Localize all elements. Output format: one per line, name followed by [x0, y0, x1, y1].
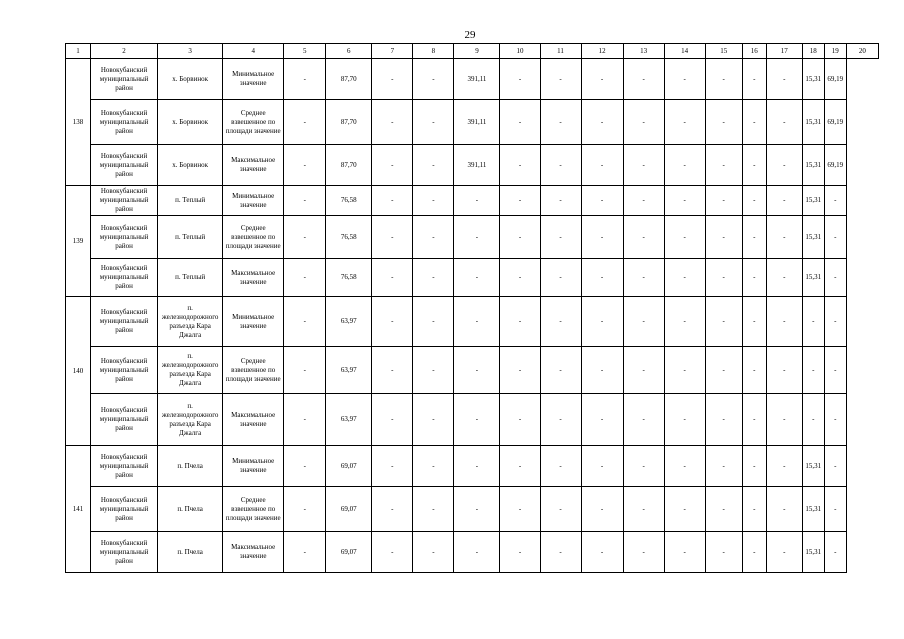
column-header: 15	[705, 44, 742, 59]
table-cell: 87,70	[326, 145, 372, 186]
table-cell: -	[766, 347, 802, 394]
table-cell: -	[372, 186, 413, 216]
column-header: 6	[326, 44, 372, 59]
table-cell: -	[581, 487, 623, 532]
table-cell: -	[766, 446, 802, 487]
table-cell: Новокубанский муниципальный район	[91, 216, 158, 259]
table-cell: -	[664, 145, 705, 186]
table-cell: п. Пчела	[158, 487, 223, 532]
table-cell: -	[742, 347, 766, 394]
table-cell: 15,31	[802, 532, 824, 573]
table-cell: -	[766, 100, 802, 145]
column-header: 1	[66, 44, 91, 59]
table-cell: -	[581, 347, 623, 394]
table-cell: Новокубанский муниципальный район	[91, 259, 158, 297]
table-cell: -	[284, 100, 326, 145]
column-header: 5	[284, 44, 326, 59]
table-cell: Новокубанский муниципальный район	[91, 532, 158, 573]
table-cell: -	[581, 297, 623, 347]
table-cell: -	[284, 59, 326, 100]
table-cell: -	[372, 297, 413, 347]
table-cell: п. Пчела	[158, 446, 223, 487]
table-cell: -	[413, 446, 454, 487]
table-cell: 69,19	[824, 59, 846, 100]
data-table	[65, 43, 879, 573]
table-cell: -	[540, 532, 581, 573]
table-cell: -	[500, 297, 540, 347]
table-cell: -	[540, 100, 581, 145]
table-cell: -	[372, 394, 413, 446]
table-cell: 391,11	[454, 145, 500, 186]
table-cell: -	[454, 347, 500, 394]
table-cell: -	[766, 259, 802, 297]
table-cell: п. железнодорожного разъезда Кара Джалга	[158, 347, 223, 394]
table-cell: Среднее взвешенное по площади значение	[223, 347, 284, 394]
table-cell: Минимальное значение	[223, 59, 284, 100]
table-cell: Среднее взвешенное по площади значение	[223, 100, 284, 145]
table-cell: -	[664, 297, 705, 347]
table-cell: Новокубанский муниципальный район	[91, 347, 158, 394]
table-cell: -	[413, 394, 454, 446]
table-cell: -	[705, 259, 742, 297]
table-cell: -	[623, 532, 664, 573]
column-header: 11	[540, 44, 581, 59]
table-cell: -	[824, 487, 846, 532]
table-cell: -	[540, 59, 581, 100]
table-cell: -	[766, 59, 802, 100]
table-cell: -	[623, 186, 664, 216]
table-row	[66, 446, 879, 487]
table-cell: Новокубанский муниципальный район	[91, 297, 158, 347]
column-header: 4	[223, 44, 284, 59]
table-cell: -	[372, 216, 413, 259]
table-cell: -	[824, 259, 846, 297]
table-cell: -	[742, 186, 766, 216]
table-cell: -	[581, 446, 623, 487]
table-cell: -	[500, 394, 540, 446]
table-cell: п. Теплый	[158, 216, 223, 259]
table-cell: -	[705, 145, 742, 186]
table-cell: -	[664, 216, 705, 259]
table-cell: Новокубанский муниципальный район	[91, 487, 158, 532]
table-cell: -	[540, 347, 581, 394]
table-cell: 15,31	[802, 259, 824, 297]
table-cell: -	[413, 297, 454, 347]
table-cell: -	[824, 297, 846, 347]
table-cell: -	[413, 259, 454, 297]
table-row	[66, 59, 879, 100]
table-row	[66, 394, 879, 446]
table-cell: -	[705, 394, 742, 446]
table-cell: -	[581, 394, 623, 446]
table-cell: -	[500, 446, 540, 487]
table-cell: -	[372, 259, 413, 297]
table-cell: -	[623, 487, 664, 532]
table-cell: -	[664, 487, 705, 532]
table-row	[66, 347, 879, 394]
table-cell: 87,70	[326, 100, 372, 145]
table-cell: -	[284, 216, 326, 259]
table-cell: -	[500, 145, 540, 186]
table-cell: Среднее взвешенное по площади значение	[223, 487, 284, 532]
table-cell: -	[705, 446, 742, 487]
table-row	[66, 145, 879, 186]
table-cell: х. Борвинок	[158, 145, 223, 186]
table-cell: -	[623, 216, 664, 259]
table-cell: 63,97	[326, 347, 372, 394]
table-cell: -	[766, 487, 802, 532]
table-row	[66, 532, 879, 573]
table-cell: х. Борвинок	[158, 59, 223, 100]
table-cell: -	[664, 394, 705, 446]
page-number: 29	[464, 29, 476, 41]
column-header: 7	[372, 44, 413, 59]
table-cell: -	[664, 347, 705, 394]
table-cell: -	[581, 59, 623, 100]
table-cell: -	[705, 186, 742, 216]
table-cell: -	[742, 100, 766, 145]
table-cell: -	[581, 216, 623, 259]
table-cell: -	[742, 145, 766, 186]
row-number: 141	[66, 446, 91, 573]
table-cell: 76,58	[326, 216, 372, 259]
table-cell: -	[413, 347, 454, 394]
table-cell: -	[372, 446, 413, 487]
table-cell: -	[413, 186, 454, 216]
table-cell: 76,58	[326, 259, 372, 297]
column-header: 12	[581, 44, 623, 59]
table-row	[66, 216, 879, 259]
table-cell: -	[705, 100, 742, 145]
table-cell: 15,31	[802, 59, 824, 100]
row-number: 138	[66, 59, 91, 186]
table-cell: -	[454, 394, 500, 446]
column-header: 16	[742, 44, 766, 59]
table-cell: -	[802, 297, 824, 347]
table-cell: -	[500, 532, 540, 573]
table-cell: -	[540, 145, 581, 186]
table-row	[66, 186, 879, 216]
table-cell: -	[540, 297, 581, 347]
table-cell: -	[540, 394, 581, 446]
column-header: 10	[500, 44, 540, 59]
table-cell: -	[454, 446, 500, 487]
table-cell: Новокубанский муниципальный район	[91, 446, 158, 487]
table-cell: -	[500, 100, 540, 145]
table-cell: -	[664, 446, 705, 487]
table-cell: -	[824, 186, 846, 216]
table-cell: -	[454, 297, 500, 347]
table-cell: -	[664, 532, 705, 573]
table-cell: -	[766, 394, 802, 446]
table-cell: -	[372, 532, 413, 573]
table-cell: -	[824, 347, 846, 394]
table-cell: п. Теплый	[158, 259, 223, 297]
table-cell: 63,97	[326, 297, 372, 347]
table-cell: 87,70	[326, 59, 372, 100]
table-row	[66, 297, 879, 347]
table-cell: -	[705, 347, 742, 394]
table-cell: -	[824, 446, 846, 487]
table-cell: 69,07	[326, 532, 372, 573]
column-header: 20	[846, 44, 878, 59]
table-cell: -	[742, 446, 766, 487]
table-cell: -	[540, 487, 581, 532]
table-cell: -	[500, 186, 540, 216]
table-cell: -	[623, 394, 664, 446]
table-cell: Новокубанский муниципальный район	[91, 100, 158, 145]
table-cell: -	[705, 532, 742, 573]
table-cell: -	[284, 487, 326, 532]
table-cell: -	[802, 347, 824, 394]
table-cell: -	[540, 259, 581, 297]
table-cell: -	[742, 259, 766, 297]
table-cell: -	[623, 145, 664, 186]
table-cell: 15,31	[802, 487, 824, 532]
table-cell: -	[766, 145, 802, 186]
table-cell: Минимальное значение	[223, 297, 284, 347]
table-cell: -	[454, 487, 500, 532]
table-cell: -	[623, 100, 664, 145]
table-cell: 76,58	[326, 186, 372, 216]
table-cell: п. Теплый	[158, 186, 223, 216]
table-cell: 15,31	[802, 100, 824, 145]
table-cell: -	[284, 446, 326, 487]
column-header: 9	[454, 44, 500, 59]
table-cell: Новокубанский муниципальный район	[91, 394, 158, 446]
table-cell: -	[623, 297, 664, 347]
table-cell: -	[766, 532, 802, 573]
table-cell: -	[540, 186, 581, 216]
table-cell: -	[413, 532, 454, 573]
table-cell: -	[284, 145, 326, 186]
table-cell: -	[413, 487, 454, 532]
table-cell: 391,11	[454, 59, 500, 100]
table-row	[66, 259, 879, 297]
table-cell: -	[413, 145, 454, 186]
column-header: 17	[766, 44, 802, 59]
column-header: 2	[91, 44, 158, 59]
column-header: 8	[413, 44, 454, 59]
table-cell: -	[824, 394, 846, 446]
table-cell: -	[372, 59, 413, 100]
table-cell: -	[454, 532, 500, 573]
table-cell: -	[664, 59, 705, 100]
table-cell: -	[372, 487, 413, 532]
table-cell: -	[372, 347, 413, 394]
table-cell: -	[664, 259, 705, 297]
table-cell: -	[623, 347, 664, 394]
table-cell: Максимальное значение	[223, 532, 284, 573]
table-cell: -	[500, 59, 540, 100]
table-cell: -	[623, 59, 664, 100]
table-cell: -	[581, 532, 623, 573]
table-cell: 69,19	[824, 145, 846, 186]
column-header: 18	[802, 44, 824, 59]
table-cell: -	[284, 532, 326, 573]
table-cell: п. железнодорожного разъезда Кара Джалга	[158, 394, 223, 446]
table-cell: Новокубанский муниципальный район	[91, 59, 158, 100]
table-cell: -	[372, 100, 413, 145]
table-cell: Минимальное значение	[223, 446, 284, 487]
table-cell: -	[664, 186, 705, 216]
table-cell: -	[454, 216, 500, 259]
table-cell: 15,31	[802, 145, 824, 186]
table-cell: Максимальное значение	[223, 145, 284, 186]
table-cell: п. железнодорожного разъезда Кара Джалга	[158, 297, 223, 347]
table-cell: -	[284, 186, 326, 216]
table-cell: -	[454, 186, 500, 216]
row-number: 140	[66, 297, 91, 446]
table-cell: -	[413, 100, 454, 145]
table-cell: -	[766, 186, 802, 216]
table-cell: -	[705, 487, 742, 532]
header-row	[66, 44, 879, 59]
table-cell: Максимальное значение	[223, 259, 284, 297]
table-cell: 15,31	[802, 446, 824, 487]
table-cell: -	[500, 487, 540, 532]
table-cell: -	[284, 259, 326, 297]
table-cell: Новокубанский муниципальный район	[91, 186, 158, 216]
table-cell: -	[284, 347, 326, 394]
table-row	[66, 487, 879, 532]
table-cell: Минимальное значение	[223, 186, 284, 216]
table-cell: -	[454, 259, 500, 297]
table-cell: -	[413, 216, 454, 259]
column-header: 13	[623, 44, 664, 59]
table-cell: -	[742, 59, 766, 100]
table-cell: 15,31	[802, 186, 824, 216]
table-cell: -	[705, 59, 742, 100]
table-cell: Среднее взвешенное по площади значение	[223, 216, 284, 259]
table-cell: -	[581, 145, 623, 186]
table-cell: -	[742, 297, 766, 347]
table-cell: -	[581, 100, 623, 145]
table-cell: -	[802, 394, 824, 446]
column-header: 14	[664, 44, 705, 59]
table-cell: -	[742, 394, 766, 446]
table-cell: -	[766, 297, 802, 347]
table-row	[66, 100, 879, 145]
table-cell: -	[705, 216, 742, 259]
table-cell: -	[766, 216, 802, 259]
table-cell: 69,07	[326, 446, 372, 487]
table-cell: -	[500, 259, 540, 297]
table-cell: -	[623, 259, 664, 297]
table-cell: -	[413, 59, 454, 100]
table-cell: п. Пчела	[158, 532, 223, 573]
table-cell: 15,31	[802, 216, 824, 259]
table-cell: 391,11	[454, 100, 500, 145]
table-cell: -	[742, 532, 766, 573]
table-cell: -	[824, 532, 846, 573]
column-header: 3	[158, 44, 223, 59]
table-cell: 63,97	[326, 394, 372, 446]
table-cell: -	[372, 145, 413, 186]
table-cell: -	[284, 394, 326, 446]
table-cell: -	[705, 297, 742, 347]
table-cell: -	[824, 216, 846, 259]
table-cell: -	[500, 216, 540, 259]
table-cell: -	[623, 446, 664, 487]
table-cell: -	[581, 259, 623, 297]
table-cell: х. Борвинок	[158, 100, 223, 145]
table-cell: -	[500, 347, 540, 394]
row-number: 139	[66, 186, 91, 297]
table-cell: -	[284, 297, 326, 347]
table-cell: Новокубанский муниципальный район	[91, 145, 158, 186]
table-cell: -	[581, 186, 623, 216]
table-cell: -	[742, 216, 766, 259]
table-cell: -	[664, 100, 705, 145]
table-cell: -	[742, 487, 766, 532]
table-cell: -	[540, 446, 581, 487]
table-cell: -	[540, 216, 581, 259]
table-cell: 69,19	[824, 100, 846, 145]
table-cell: Максимальное значение	[223, 394, 284, 446]
table-cell: 69,07	[326, 487, 372, 532]
column-header: 19	[824, 44, 846, 59]
